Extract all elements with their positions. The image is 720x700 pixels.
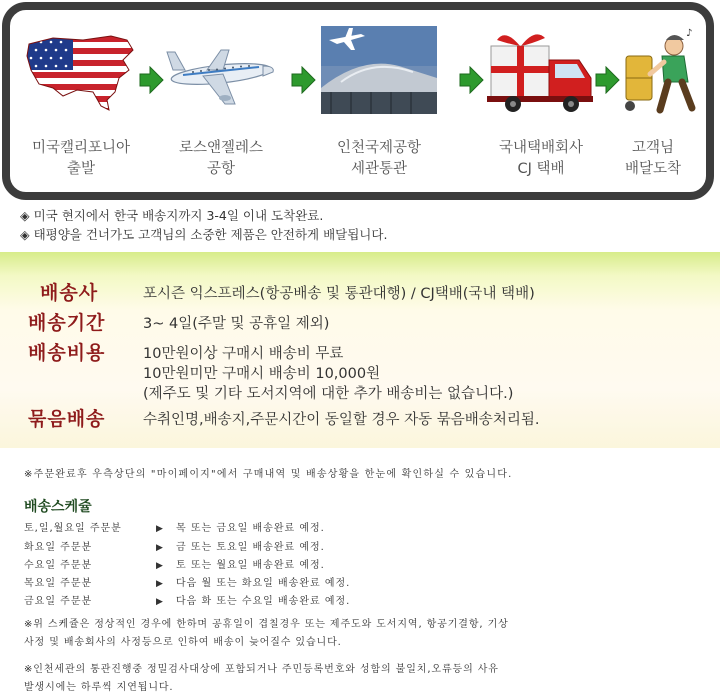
play-arrow-icon: ▶ bbox=[156, 561, 164, 571]
schedule-row bbox=[24, 519, 325, 534]
play-arrow-icon: ▶ bbox=[156, 543, 164, 553]
schedule-footnote-1-cont: 사정 및 배송회사의 사정등으로 인하여 배송이 늦어질수 있습니다. bbox=[24, 637, 342, 648]
period-label: 배송기간 bbox=[28, 312, 106, 334]
schedule-row bbox=[24, 556, 325, 571]
flow-arrow-icon bbox=[138, 66, 164, 94]
mypage-note: ※주문완료후 우측상단의 "마이페이지"에서 구매내역 및 배송상황을 한눈에 확인하실 수 있습니다. bbox=[24, 469, 513, 480]
flow-step-cj-courier-label: 국내택배회사 CJ 택배 bbox=[498, 140, 584, 177]
schedule-result: 다음 월 또는 화요일 배송완료 예정. bbox=[176, 578, 351, 589]
svg-text:♪: ♪ bbox=[686, 28, 693, 39]
schedule-day: 금요일 주문분 bbox=[24, 596, 93, 607]
flow-step-customer-arrival-label: 고객님 배달도착 bbox=[624, 140, 682, 177]
play-arrow-icon: ▶ bbox=[156, 579, 164, 589]
play-arrow-icon: ▶ bbox=[156, 524, 164, 534]
schedule-day: 토,일,월요일 주문분 bbox=[24, 523, 122, 534]
schedule-result: 목 또는 금요일 배송완료 예정. bbox=[176, 523, 325, 534]
delivery-man-icon bbox=[612, 26, 702, 114]
customs-footnote: ※인천세관의 통관진행중 정밀검사대상에 포함되거나 주민등록번호와 성함의 불일치,오류등의 사유 bbox=[24, 664, 499, 675]
schedule-row bbox=[24, 592, 350, 607]
delivery-note: ◈ 미국 현지에서 한국 배송지까지 3-4일 이내 도착완료. bbox=[20, 208, 324, 223]
schedule-day: 화요일 주문분 bbox=[24, 542, 93, 553]
period-value: 3~ 4일(주말 및 공휴일 제외) bbox=[143, 316, 330, 332]
flow-step-origin-label: 미국캘리포니아 출발 bbox=[31, 140, 131, 177]
customs-footnote-cont: 발생시에는 하루씩 지연됩니다. bbox=[24, 682, 174, 693]
shipping-flow-box bbox=[2, 2, 714, 200]
cost-value-2: 10만원미만 구매시 배송비 10,000원 bbox=[143, 366, 381, 382]
schedule-title: 배송스케쥴 bbox=[24, 499, 92, 515]
flow-arrow-icon bbox=[290, 66, 316, 94]
bundle-label: 묶음배송 bbox=[28, 408, 106, 430]
flow-step-la-airport-label: 로스앤젤레스 공항 bbox=[178, 140, 264, 177]
delivery-note: ◈ 태평양을 건너가도 고객님의 소중한 제품은 안전하게 배달됩니다. bbox=[20, 227, 388, 242]
airport-terminal-icon bbox=[317, 26, 441, 114]
cost-label: 배송비용 bbox=[28, 342, 106, 364]
shipping-info-panel bbox=[0, 252, 720, 448]
schedule-footnote-1: ※위 스케쥴은 정상적인 경우에 한하며 공휴일이 겹칠경우 또는 제주도와 도서지역, 항공기결항, 기상 bbox=[24, 619, 509, 630]
schedule-result: 금 또는 토요일 배송완료 예정. bbox=[176, 542, 325, 553]
airplane-icon bbox=[163, 26, 279, 114]
flow-arrow-icon bbox=[458, 66, 484, 94]
cost-value-1: 10만원이상 구매시 배송비 무료 bbox=[143, 346, 344, 362]
cost-value-3: (제주도 및 기타 도서지역에 대한 추가 배송비는 없습니다.) bbox=[143, 386, 514, 402]
carrier-value: 포시즌 익스프레스(항공배송 및 통관대행) / CJ택배(국내 택배) bbox=[143, 286, 535, 302]
schedule-result: 다음 화 또는 수요일 배송완료 예정. bbox=[176, 596, 351, 607]
schedule-row bbox=[24, 574, 350, 589]
schedule-day: 수요일 주문분 bbox=[24, 560, 93, 571]
us-map-flag-icon bbox=[23, 26, 139, 114]
schedule-day: 목요일 주문분 bbox=[24, 578, 93, 589]
schedule-row bbox=[24, 538, 325, 553]
carrier-label: 배송사 bbox=[40, 282, 99, 304]
delivery-notes bbox=[20, 206, 387, 244]
bundle-value: 수취인명,배송지,주문시간이 동일할 경우 자동 묶음배송처리됨. bbox=[143, 412, 540, 428]
delivery-truck-icon bbox=[483, 26, 599, 114]
play-arrow-icon: ▶ bbox=[156, 597, 164, 607]
schedule-result: 토 또는 월요일 배송완료 예정. bbox=[176, 560, 325, 571]
flow-step-incheon-airport-label: 인천국제공항 세관통관 bbox=[336, 140, 422, 177]
